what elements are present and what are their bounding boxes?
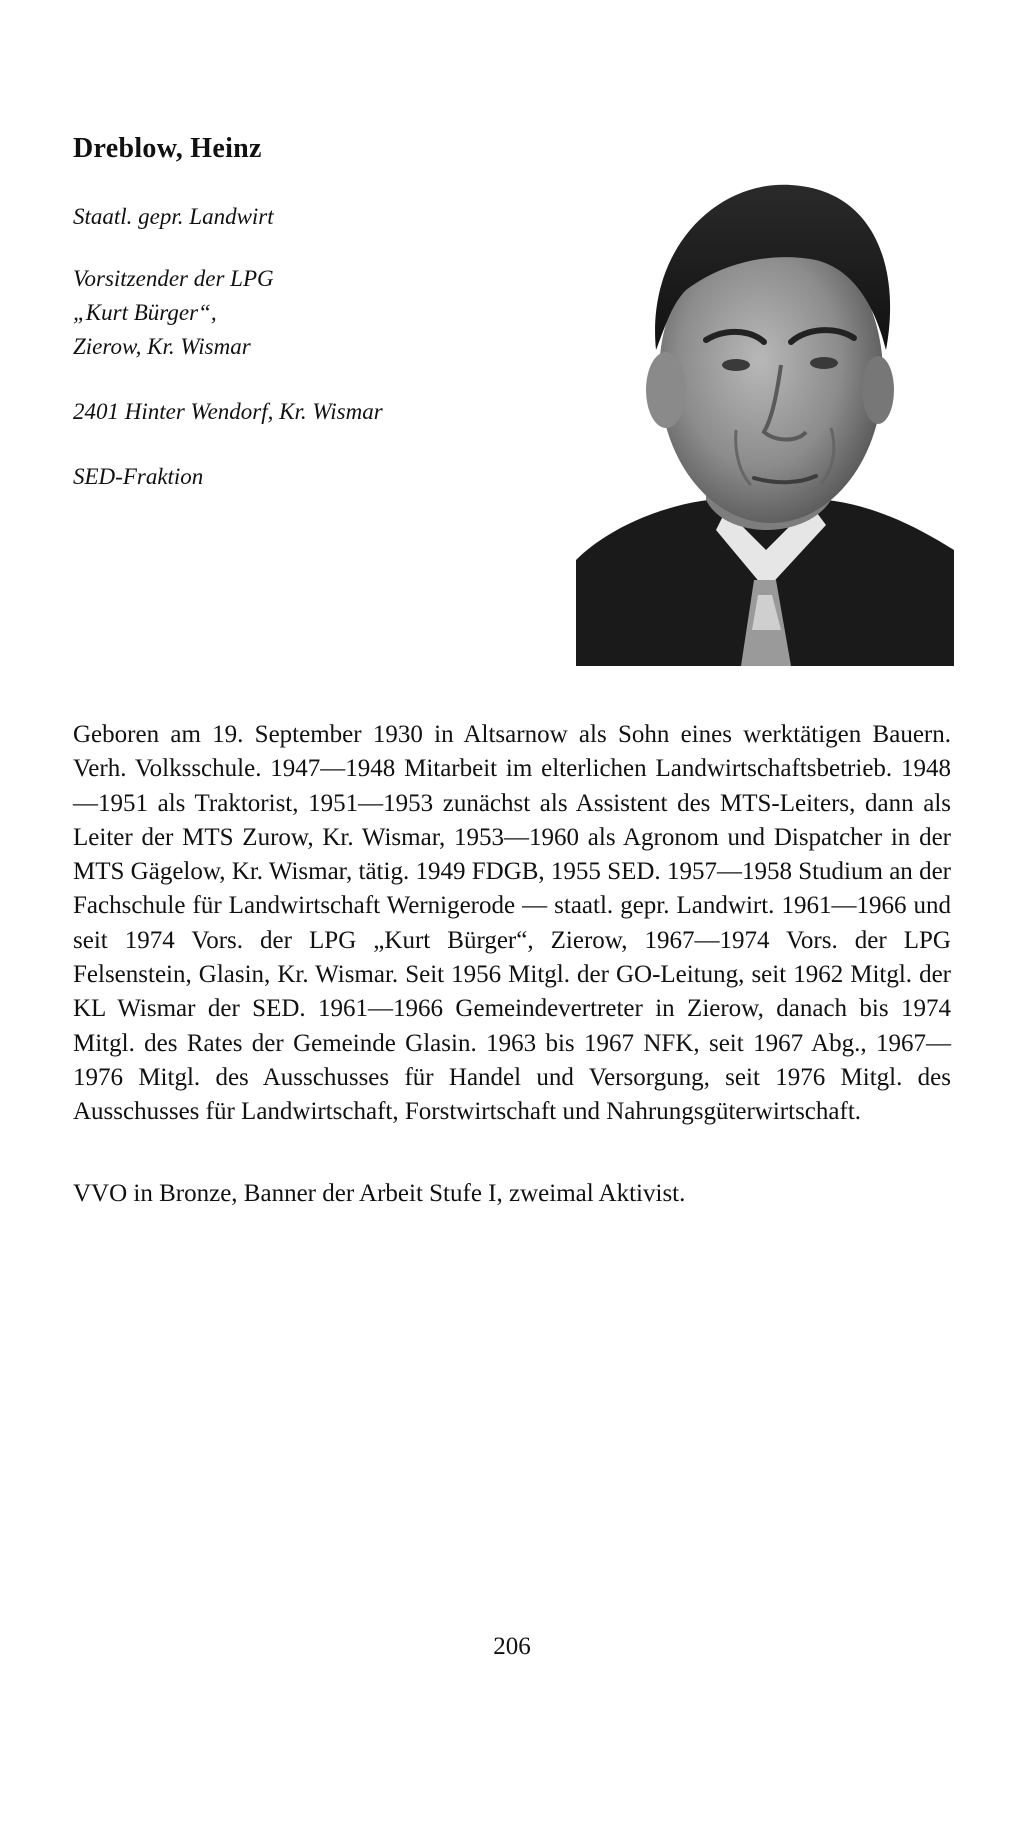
page-number: 206 [493, 1633, 531, 1660]
biography-text: Geboren am 19. September 1930 in Altsarnow als Sohn eines werktätigen Bauern. Verh. Volksschule. 1947—1948 Mitarbeit im elterlichen Landwirtschaftsbetrieb. 1948—1951 als Traktorist, 1951—1953 zunächst als Assistent des MTS-Leiters, dann als Leiter der MTS Zurow, Kr. Wismar, 1953—1960 als Agronom und Dispatcher in der MTS Gägelow, Kr. Wismar, tätig. 1949 FDGB, 1955 SED. 1957—1958 Studium an der Fachschule für Landwirtschaft Wernigerode — staatl. gepr. Landwirt. 1961—1966 und seit 1974 Vors. der LPG „Kurt Bürger“, Zierow, 1967—1974 Vors. der LPG Felsenstein, Glasin, Kr. Wismar. Seit 1956 Mitgl. der GO-Leitung, seit 1962 Mitgl. der KL Wismar der SED. 1961—1966 Gemeindevertreter in Zierow, danach bis 1974 Mitgl. des Rates der Gemeinde Glasin. 1963 bis 1967 NFK, seit 1967 Abg., 1967—1976 Mitgl. des Ausschusses für Handel und Versorgung, seit 1976 Mitgl. des Ausschusses für Landwirtschaft, Forstwirtschaft und Nahrungsgüterwirtschaft. [73, 721, 951, 1126]
awards-text: VVO in Bronze, Banner der Arbeit Stufe I, zweimal Aktivist. [73, 1180, 686, 1207]
person-name: Dreblow, Heinz [73, 133, 262, 164]
portrait-photo [576, 160, 954, 666]
role-line: Vorsitzender der LPG [73, 266, 274, 291]
profession-title: Staatl. gepr. Landwirt [73, 204, 274, 229]
address: 2401 Hinter Wendorf, Kr. Wismar [73, 399, 383, 424]
role-block [73, 262, 274, 364]
faction: SED-Fraktion [73, 464, 204, 489]
role-line: Zierow, Kr. Wismar [73, 334, 251, 359]
role-line: „Kurt Bürger“, [73, 300, 217, 325]
